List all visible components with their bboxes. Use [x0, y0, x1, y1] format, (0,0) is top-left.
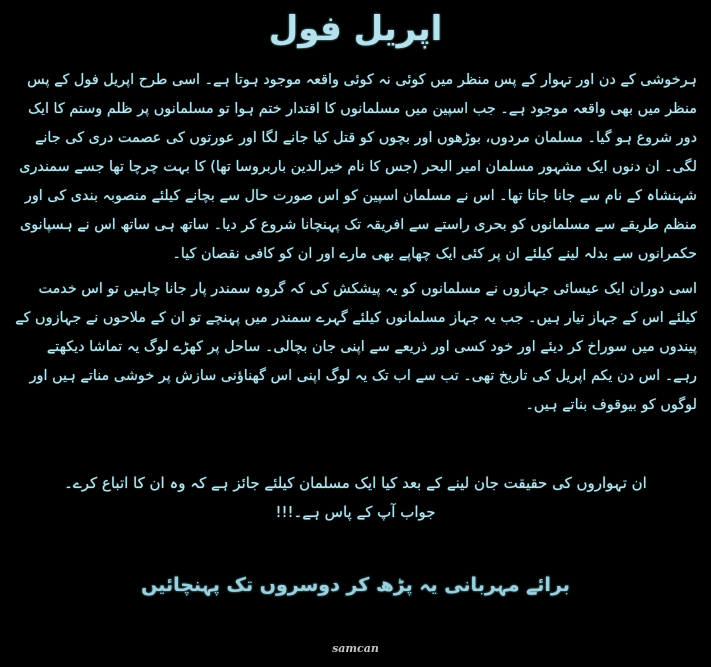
closing-answer: جواب آپ کے پاس ہے۔!!!	[275, 503, 436, 521]
share-appeal: برائے مہربانی یہ پڑھ کر دوسروں تک پہنچائیں	[141, 574, 570, 596]
paragraph-event: اسی دوران ایک عیسائی جہازوں نے مسلمانوں کو یہ پیشکش کی کہ گروہ سمندر پار جانا چاہیں تو اس خدمت کیلئے اس کے جہاز تیار ہیں۔ جب یہ جہاز مسلمانوں کیلئے گہرے سمندر میں پہنچے تو ان کے ملاحوں نے جہازوں کے پیندوں میں سوراخ کر دیئے اور خود کسی اور ذریعے سے اپنی جان بچالی۔ ساحل پر کھڑے لوگ یہ تماشا دیکھتے رہے۔ اس دن یکم اپریل کی تاریخ تھی۔ تب سے اب تک یہ لوگ اپنی اس گھناؤنی سازش پر خوشی مناتے ہیں اور لوگوں کو بیوقوف بناتے ہیں۔	[15, 281, 697, 413]
article-body	[14, 66, 697, 420]
page-title: اپریل فول	[268, 9, 443, 49]
signature: samcan	[332, 642, 379, 655]
paragraph-origin: ہرخوشی کے دن اور تہوار کے پس منظر میں کوئی نہ کوئی واقعہ موجود ہوتا ہے۔ اسی طرح اپریل فول کے پس منظر میں بھی واقعہ موجود ہے۔ جب اسپین میں مسلمانوں کا اقتدار ختم ہوا تو مسلمانوں پر ظلم وستم کا ایک دور شروع ہو گیا۔ مسلمان مردوں، بوڑھوں اور بچوں کو قتل کیا جانے لگا اور عورتوں کی عصمت دری کی جانے لگی۔ ان دنوں ایک مشہور مسلمان امیر البحر (جس کا نام خیرالدین باربروسا تھا) کا بہت چرچا تھا جسے سمندری شہنشاہ کے نام سے جانا جاتا تھا۔ اس نے مسلمان اسپین کو اس صورت حال سے بچانے کیلئے منصوبہ بندی کی اور منظم طریقے سے مسلمانوں کو بحری راستے سے افریقہ تک پہنچانا شروع کر دیا۔ ساتھ ہی ساتھ اس نے ہسپانوی حکمرانوں سے بدلہ لینے کیلئے ان پر کئی ایک چھاپے بھی مارے اور ان کو کافی نقصان کیا۔	[19, 72, 697, 262]
closing-question: ان تہواروں کی حقیقت جان لینے کے بعد کیا ایک مسلمان کیلئے جائز ہے کہ وہ ان کا اتباع کرے۔	[64, 474, 647, 492]
